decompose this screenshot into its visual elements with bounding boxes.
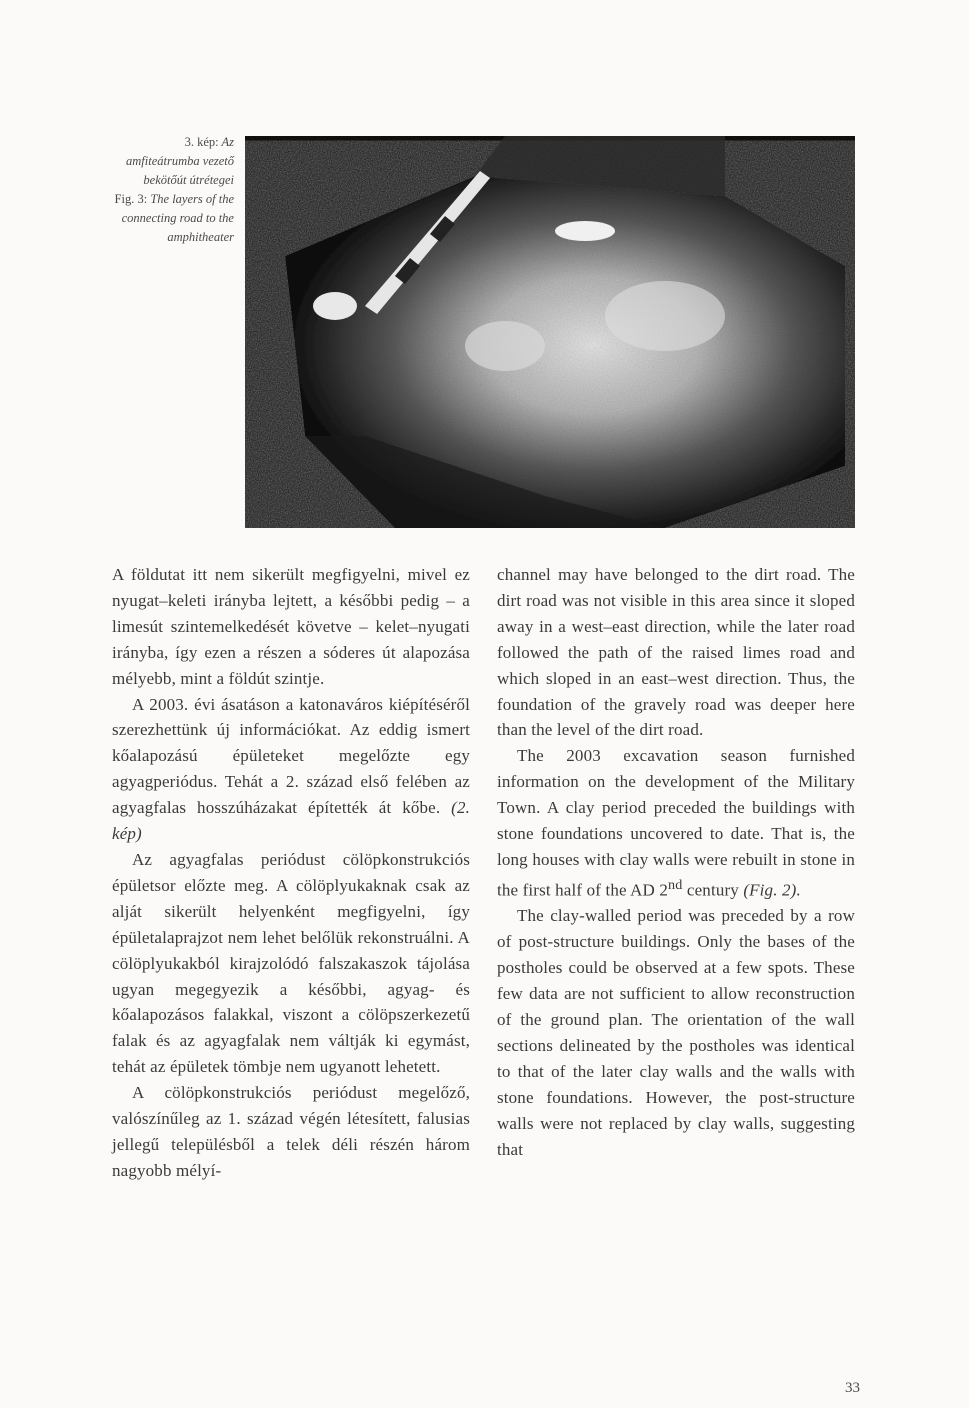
en-paragraph-2 [497, 743, 855, 903]
excavation-photo [245, 136, 855, 528]
hu-paragraph-3: Az agyagfalas periódust cölöpkonstrukciós épületsor előzte meg. A cölöplyukaknak csak az alját sikerült helyenként megfigyelni, így épületalaprajzot nem lehet belőlük rekonstruálni. A cölöplyukakból kirajzolódó falszakaszok tájolása ugyan megegyezik a későbbi, agyag- és kőalapozásos falakkal, viszont a cölöpszerkezetű falak és az agyagfalak nem váltják ki egymást, tehát az épületek tömbje nem ugyanott lehetett. [112, 849, 470, 1077]
hu-paragraph-4: A cölöpkonstrukciós periódust megelőző, valószínűleg az 1. század végén létesített, falusias jellegű településből a telek déli részén három nagyobb mélyí- [112, 1083, 470, 1180]
caption-hu-text: Az amfiteátrumba vezető bekötőút útrétegei [126, 135, 234, 187]
caption-hu-label: 3. kép: [184, 135, 219, 149]
en-paragraph-3: The clay-walled period was preceded by a row of post-structure buildings. Only the bases of the postholes could be observed at a few spots. These few data are not sufficient to allow reconstruction of the ground plan. The orientation of the wall sections delineated by the postholes was identical to that of the later clay walls and the walls with stone foundations. However, the post-structure walls were not replaced by clay walls, suggesting that [497, 906, 855, 1159]
english-column [497, 562, 855, 1163]
en-paragraph-2-after: century [682, 880, 744, 900]
hu-paragraph-1: A földutat itt nem sikerült megfigyelni, mivel ez nyugat–keleti irányba lejtett, a későbbi pedig – a limesút szintemelkedését követve – kelet–nyugati irányba, így ezen a részen a sóderes út alapozása mélyebb, mint a földút szintje. [112, 565, 470, 688]
en-paragraph-1: channel may have belonged to the dirt road. The dirt road was not visible in this area since it sloped away in a west–east direction, while the later road followed the path of the raised limes road and which sloped in an east–west direction. Thus, the foundation of the gravely road was deeper here than the level of the dirt road. [497, 565, 855, 740]
en-ordinal-suffix: nd [668, 876, 683, 893]
hu-paragraph-2 [112, 692, 470, 847]
hu-figure-ref: (2. kép) [112, 798, 471, 844]
hungarian-column [112, 562, 470, 1184]
figure-caption [112, 133, 234, 247]
hu-paragraph-2-text: A 2003. évi ásatáson a katonaváros kiépítéséről szerezhettünk új információkat. Az eddig ismert kőalapozású épületeket megelőzte egy agyagperiódus. Tehát a 2. század első felében az agyagfalas hosszúházakat építették át kőbe. [112, 694, 470, 818]
page-number: 33 [845, 1380, 860, 1396]
en-figure-ref: (Fig. 2). [743, 880, 801, 900]
caption-en-label: Fig. 3: [114, 192, 148, 206]
en-paragraph-2-text: The 2003 excavation season furnished information on the development of the Military Town. A clay period preceded the buildings with stone foundations uncovered to date. That is, the long houses with clay walls were rebuilt in stone in the first half of the AD 2 [497, 746, 855, 900]
caption-en-text: The layers of the connecting road to the amphitheater [121, 192, 234, 244]
